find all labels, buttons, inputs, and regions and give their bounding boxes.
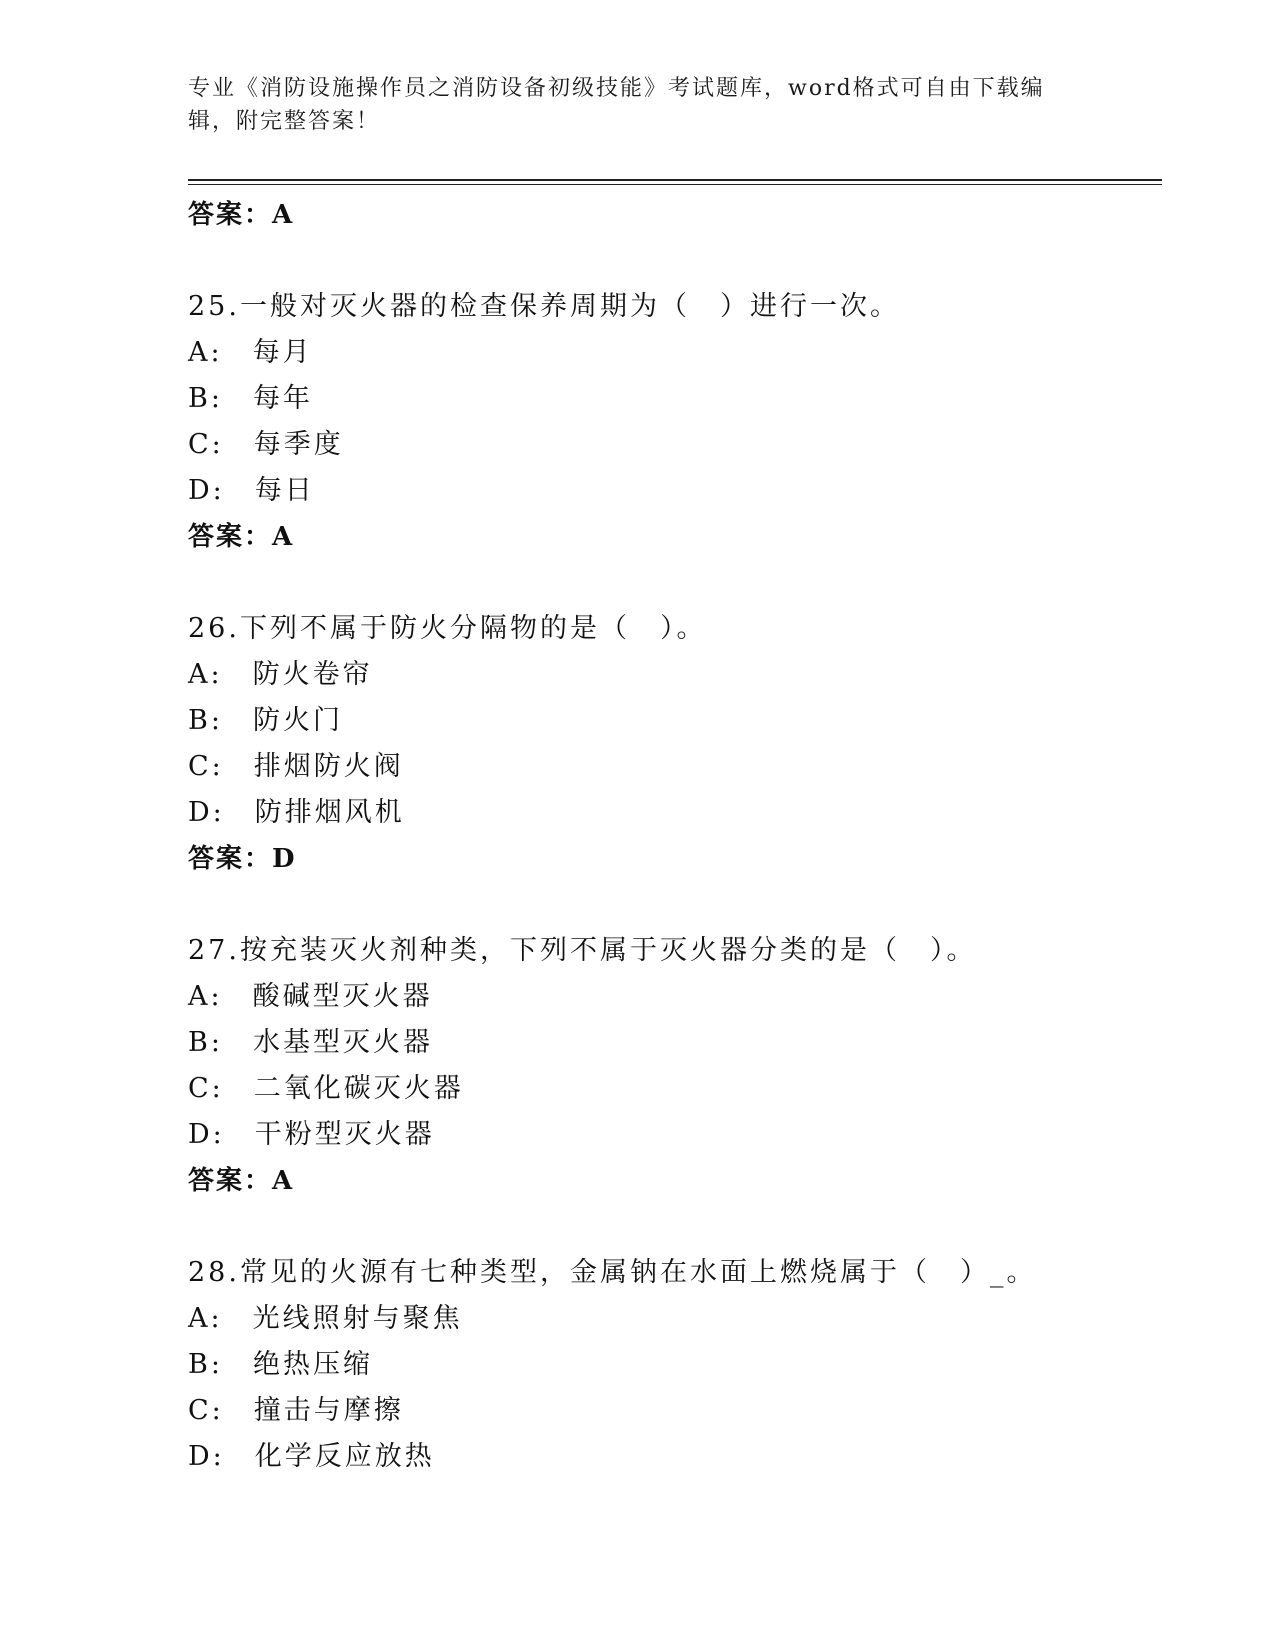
answer-label: 答案：A [188, 1166, 295, 1196]
option-c: C: 每季度 [188, 429, 344, 460]
option-c: C: 二氧化碳灭火器 [188, 1073, 464, 1104]
spacer [188, 560, 1162, 606]
option-c: C: 撞击与摩擦 [188, 1395, 404, 1426]
option-c: C: 排烟防火阀 [188, 751, 404, 782]
answer-label: 答案：D [188, 844, 297, 874]
option-a: A: 防火卷帘 [188, 659, 373, 690]
question-list [188, 192, 1162, 1480]
question-text: 27.按充装灭火剂种类，下列不属于灭火器分类的是（ ）。 [188, 935, 977, 966]
option-a: A: 每月 [188, 337, 313, 368]
question-text: 25.一般对灭火器的检查保养周期为（ ）进行一次。 [188, 291, 900, 322]
answer-label: 答案：A [188, 522, 295, 552]
page-header: 专业《消防设施操作员之消防设备初级技能》考试题库，word格式可自由下载编辑，附完整答案！ [188, 76, 1045, 134]
option-a: A: 光线照射与聚焦 [188, 1303, 463, 1334]
option-d: D: 化学反应放热 [188, 1441, 435, 1472]
question-text: 28.常见的火源有七种类型，金属钠在水面上燃烧属于（ ）_。 [188, 1257, 1037, 1288]
option-d: D: 干粉型灭火器 [188, 1119, 435, 1150]
spacer [188, 1204, 1162, 1250]
option-d: D: 每日 [188, 475, 315, 506]
question-text: 26.下列不属于防火分隔物的是（ ）。 [188, 613, 707, 644]
option-d: D: 防排烟风机 [188, 797, 405, 828]
previous-answer: 答案：A [188, 200, 295, 230]
option-b: B: 每年 [188, 383, 313, 414]
option-a: A: 酸碱型灭火器 [188, 981, 433, 1012]
option-b: B: 水基型灭火器 [188, 1027, 433, 1058]
option-b: B: 防火门 [188, 705, 343, 736]
header-divider [188, 179, 1162, 185]
option-b: B: 绝热压缩 [188, 1349, 373, 1380]
spacer [188, 882, 1162, 928]
spacer [188, 238, 1162, 284]
